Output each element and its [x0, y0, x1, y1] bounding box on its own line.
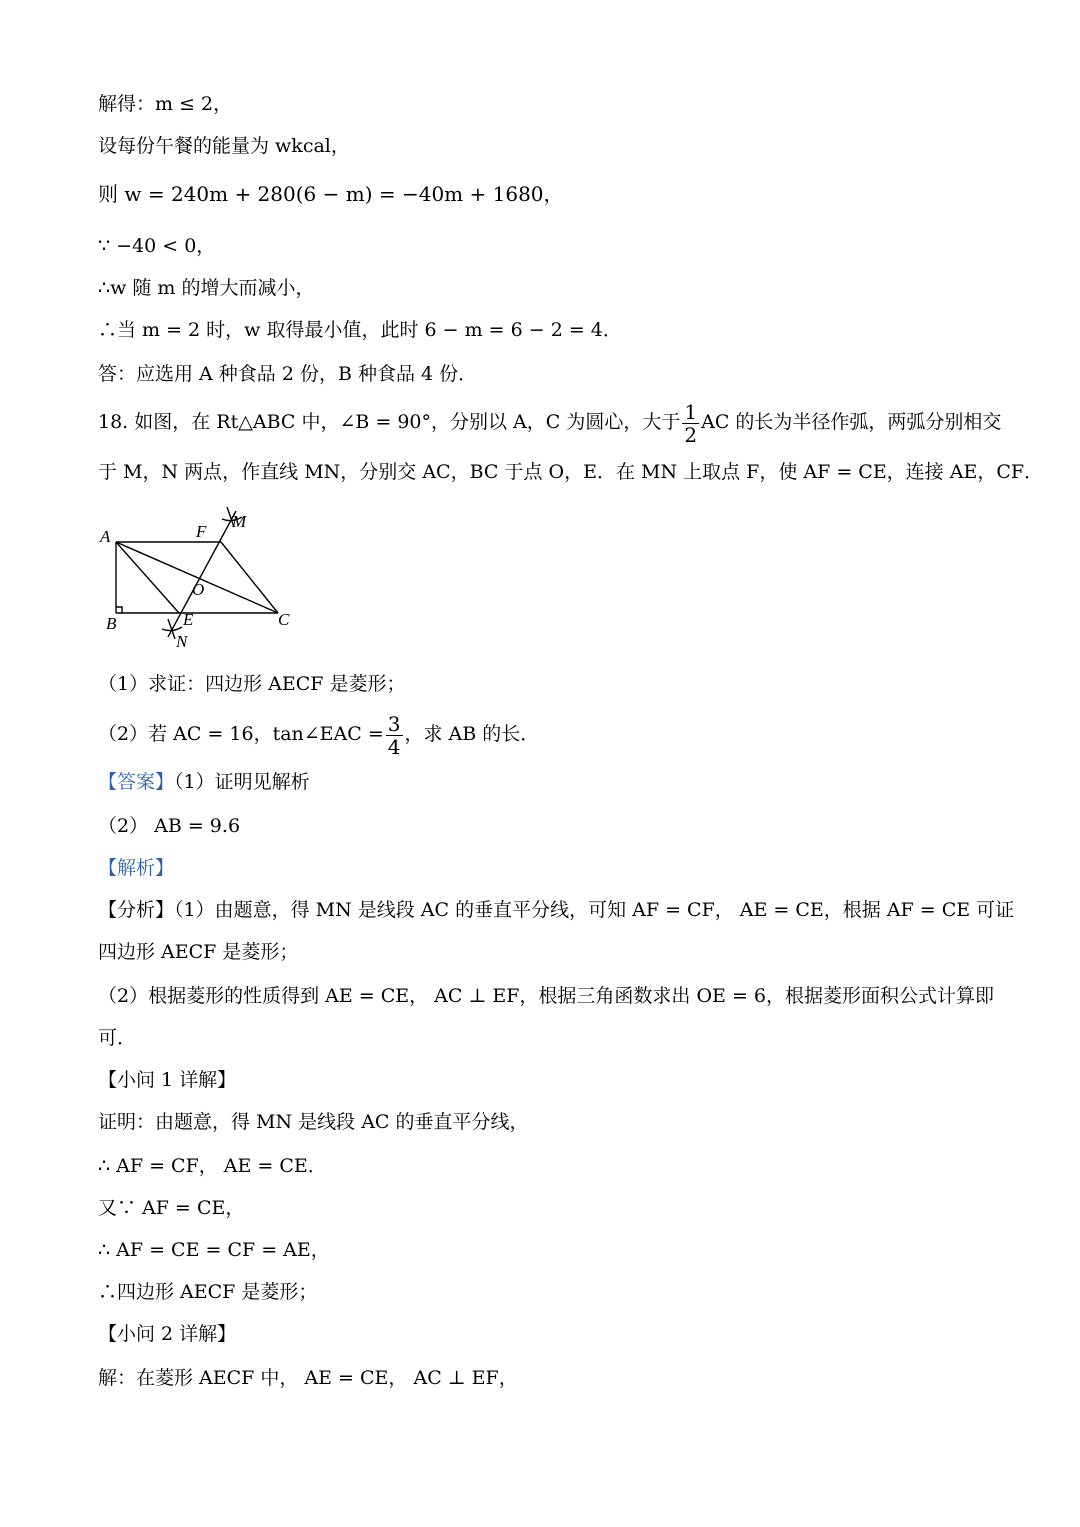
solution-line-3: 则 w = 240m + 280(6 − m) = −40m + 1680， — [98, 182, 564, 206]
analysis-tag: 【解析】 — [98, 857, 175, 879]
q18-fraction — [682, 401, 699, 446]
q2-fraction-denominator: 4 — [387, 734, 401, 759]
analysis-line-3: （2）根据菱形的性质得到 AE = CE， AC ⊥ EF，根据三角函数求出 OE = 6，根据菱形面积公式计算即 — [98, 985, 994, 1007]
q18-fraction-numerator: 1 — [684, 399, 698, 424]
answer-part-2: （2） AB = 9.6 — [98, 815, 241, 837]
label-B: B — [106, 614, 117, 633]
solution-2-line-1: 解：在菱形 AECF 中， AE = CE， AC ⊥ EF， — [98, 1367, 518, 1389]
sub-question-1-heading: 【小问 1 详解】 — [98, 1069, 237, 1091]
analysis-line-1: 【分析】（1）由题意，得 MN 是线段 AC 的垂直平分线，可知 AF = CF， AE = CE，根据 AF = CE 可证 — [98, 899, 1015, 921]
answer-part-1: （1）证明见解析 — [174, 771, 310, 793]
label-A: A — [100, 527, 111, 546]
label-N: N — [176, 632, 188, 650]
label-F: F — [196, 522, 207, 541]
analysis-line-2: 四边形 AECF 是菱形； — [98, 941, 299, 963]
analysis-line-4: 可． — [98, 1027, 137, 1049]
question-18-line-2: 于 M，N 两点，作直线 MN，分别交 AC，BC 于点 O，E．在 MN 上取点 F，使 AF = CE，连接 AE，CF． — [98, 461, 1044, 483]
proof-line-2: ∴ AF = CF， AE = CE． — [98, 1155, 327, 1177]
label-C: C — [278, 610, 290, 629]
geometry-figure — [96, 505, 306, 650]
q18-fraction-denominator: 2 — [684, 422, 698, 447]
proof-line-1: 证明：由题意，得 MN 是线段 AC 的垂直平分线， — [98, 1111, 529, 1133]
question-18-line-1 — [98, 398, 1001, 446]
segment-FC — [221, 542, 278, 613]
question-18-part-1: （1）求证：四边形 AECF 是菱形； — [98, 673, 406, 695]
question-18-part-2 — [98, 710, 539, 758]
solution-line-5: ∴w 随 m 的增大而减小， — [98, 277, 315, 299]
q2-text-before-fraction: （2）若 AC = 16，tan∠EAC = — [98, 723, 384, 745]
solution-line-2: 设每份午餐的能量为 wkcal， — [98, 135, 350, 157]
segment-AE — [116, 542, 179, 613]
label-E: E — [183, 610, 194, 629]
proof-line-5: ∴四边形 AECF 是菱形； — [98, 1281, 318, 1303]
sub-question-2-heading: 【小问 2 详解】 — [98, 1323, 237, 1345]
label-M: M — [232, 512, 247, 531]
solution-line-1: 解得：m ≤ 2， — [98, 93, 233, 115]
solution-line-4: ∵ −40 < 0， — [98, 235, 216, 257]
q2-fraction — [386, 713, 403, 758]
label-O: O — [192, 580, 205, 599]
solution-line-6: ∴当 m = 2 时，w 取得最小值，此时 6 − m = 6 − 2 = 4． — [98, 319, 622, 341]
answer-line-17: 答：应选用 A 种食品 2 份，B 种食品 4 份． — [98, 363, 478, 385]
q18-text-before-fraction: 18. 如图，在 Rt△ABC 中，∠B = 90°，分别以 A，C 为圆心，大于 — [98, 411, 681, 433]
right-angle-mark — [116, 607, 122, 613]
answer-line-1 — [98, 770, 310, 794]
q2-text-after-fraction: ，求 AB 的长． — [404, 723, 540, 745]
segment-AC — [116, 542, 278, 613]
q18-text-after-fraction: AC 的长为半径作弧，两弧分别相交 — [701, 411, 1002, 433]
answer-tag: 【答案】 — [98, 771, 175, 793]
q2-fraction-numerator: 3 — [387, 711, 401, 736]
proof-line-3: 又∵ AF = CE， — [98, 1197, 245, 1219]
proof-line-4: ∴ AF = CE = CF = AE， — [98, 1239, 330, 1261]
